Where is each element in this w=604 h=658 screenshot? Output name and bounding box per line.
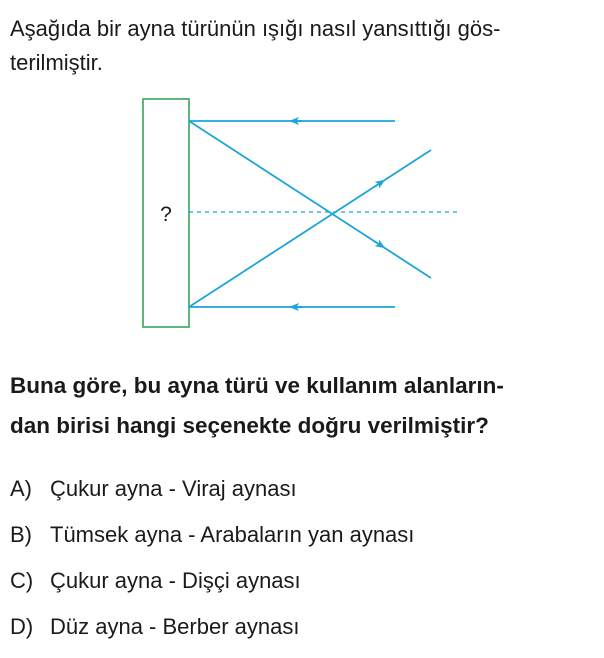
option-text: Çukur ayna - Dişçi aynası bbox=[50, 568, 301, 593]
intro-line-1: Aşağıda bir ayna türünün ışığı nasıl yansıttığı gös- bbox=[10, 16, 501, 41]
intro-line-2: terilmiştir. bbox=[10, 50, 103, 75]
prompt-line-1: Buna göre, bu ayna türü ve kullanım alanların- bbox=[10, 373, 504, 398]
answer-options bbox=[10, 474, 414, 658]
option-a[interactable] bbox=[10, 474, 414, 520]
option-text: Çukur ayna - Viraj aynası bbox=[50, 476, 297, 501]
option-c[interactable] bbox=[10, 566, 414, 612]
mirror-label: ? bbox=[160, 203, 172, 226]
option-d[interactable] bbox=[10, 612, 414, 658]
option-b[interactable] bbox=[10, 520, 414, 566]
option-letter: B) bbox=[10, 522, 32, 547]
question-prompt bbox=[10, 366, 600, 446]
reflected-ray-bottom-arrow bbox=[374, 183, 381, 188]
reflected-ray-bottom bbox=[189, 150, 431, 307]
reflected-ray-top bbox=[189, 121, 431, 278]
reflected-ray-top-arrow bbox=[374, 241, 381, 246]
option-text: Tümsek ayna - Arabaların yan aynası bbox=[50, 522, 415, 547]
option-letter: A) bbox=[10, 476, 32, 501]
option-letter: D) bbox=[10, 614, 34, 639]
option-text: Düz ayna - Berber aynası bbox=[50, 614, 300, 639]
option-letter: C) bbox=[10, 568, 34, 593]
prompt-line-2: dan birisi hangi seçenekte doğru verilmiştir? bbox=[10, 413, 489, 438]
